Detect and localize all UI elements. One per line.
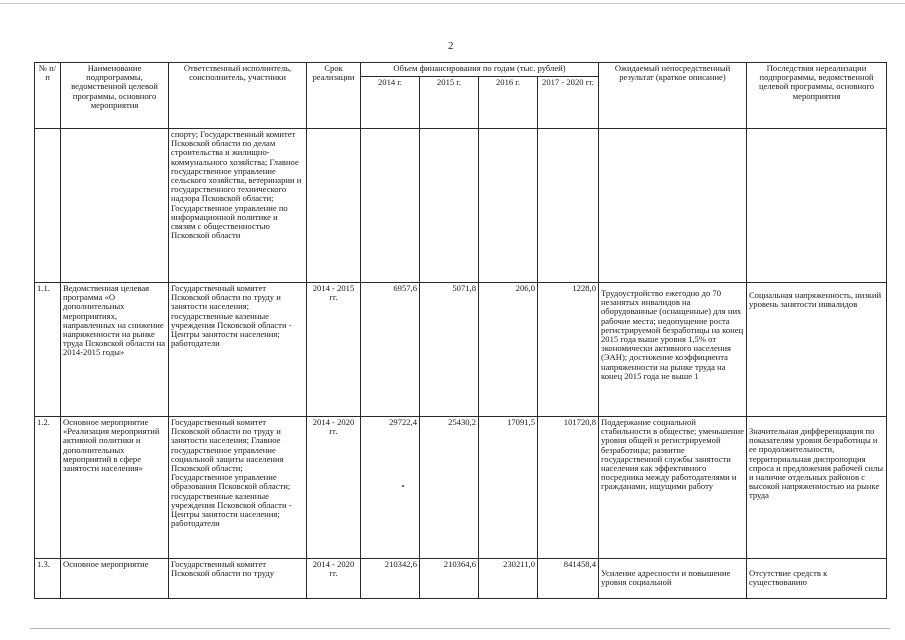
row-2017-2020: 841458,4 xyxy=(538,559,599,599)
row-num xyxy=(35,129,61,283)
scan-edge-bottom xyxy=(30,628,890,629)
header-year-2015: 2015 г. xyxy=(420,77,479,129)
row-2014 xyxy=(361,129,420,283)
header-financing: Объем финансирования по годам (тыс. рублей) xyxy=(361,63,599,77)
header-year-2017-2020: 2017 - 2020 гг. xyxy=(538,77,599,129)
row-2014: 29722,4 xyxy=(361,417,420,559)
row-num: 1.3. xyxy=(35,559,61,599)
header-result: Ожидаемый непосредственный результат (краткое описание) xyxy=(599,63,747,129)
row-num: 1.1. xyxy=(35,283,61,417)
header-period: Срок реализации xyxy=(307,63,361,129)
row-2016 xyxy=(479,129,538,283)
scan-edge-top xyxy=(0,3,905,4)
row-period: 2014 - 2015 гг. xyxy=(307,283,361,417)
row-result: Трудоустройство ежегодно до 70 незанятых инвалидов на оборудованные (оснащенные) для них рабочие места; недопущение роста регистрируемой безработицы на конец 2015 года выше уровня 1,5% от экономически активного населения (ЭАН); достижение коэффициента напряженности на рынке труда на конец 2015 года не выше 1 xyxy=(599,283,747,417)
row-2016: 206,0 xyxy=(479,283,538,417)
header-executor: Ответственный исполнитель, соисполнитель, участники xyxy=(169,63,307,129)
page-number: 2 xyxy=(448,40,454,52)
row-2016: 230211,0 xyxy=(479,559,538,599)
header-consequences: Последствия нереализации подпрограммы, ведомственной целевой программы, основного мероприятия xyxy=(747,63,887,129)
row-result: Усиление адресности и повышение уровня социальной xyxy=(599,559,747,599)
row-consequences: Отсутствие средств к существованию xyxy=(747,559,887,599)
row-consequences: Значительная дифференциация по показателям уровня безработицы и ее продолжительности, территориальная диспропорция спроса и предложения рабочей силы и наличие отдельных районов с высокой напряженностью на рынке труда xyxy=(747,417,887,559)
row-num: 1.2. xyxy=(35,417,61,559)
row-2017-2020 xyxy=(538,129,599,283)
row-2015 xyxy=(420,129,479,283)
row-2014: 210342,6 xyxy=(361,559,420,599)
row-consequences: Социальная напряженность, низкий уровень занятости инвалидов xyxy=(747,283,887,417)
row-period xyxy=(307,129,361,283)
program-table xyxy=(34,62,887,599)
row-result: Поддержание социальной стабильности в обществе; уменьшение уровня общей и регистрируемой безработицы; развитие государственной службы занятости населения как эффективного посредника между работодателями и гражданами, ищущими работу xyxy=(599,417,747,559)
row-result xyxy=(599,129,747,283)
row-consequences xyxy=(747,129,887,283)
row-2014: 6957,6 xyxy=(361,283,420,417)
row-executor: спорту; Государственный комитет Псковской области по делам строительства и жилищно-коммунального хозяйства; Главное государственное управление сельского хозяйства, ветеринарии и государственного технического надзора Псковской области; Государственное управление по информационной политике и связям с общественностью Псковской области xyxy=(169,129,307,283)
row-name: Ведомственная целевая программа «О дополнительных мероприятиях, направленных на снижение напряженности на рынке труда Псковской области на 2014-2015 годы» xyxy=(61,283,169,417)
row-2015: 5071,8 xyxy=(420,283,479,417)
row-2016: 17091,5 xyxy=(479,417,538,559)
row-executor: Государственный комитет Псковской области по труду xyxy=(169,559,307,599)
row-executor: Государственный комитет Псковской области по труду и занятости населения; Главное государственное управление социальной защиты населения Псковской области; Государственное управление образования Псковской области; государственные казенные учреждения Псковской области - Центры занятости населения; работодатели xyxy=(169,417,307,559)
row-name xyxy=(61,129,169,283)
header-name: Наименование подпрограммы, ведомственной целевой программы, основного мероприятия xyxy=(61,63,169,129)
row-period: 2014 - 2020 гг. xyxy=(307,559,361,599)
row-name: Основное мероприятие xyxy=(61,559,169,599)
table-row xyxy=(35,129,887,283)
table-row xyxy=(35,283,887,417)
row-2017-2020: 1228,0 xyxy=(538,283,599,417)
table-row xyxy=(35,559,887,599)
row-period: 2014 - 2020 гг. xyxy=(307,417,361,559)
row-executor: Государственный комитет Псковской области по труду и занятости населения; государственные казенные учреждения Псковской области - Центры занятости населения; работодатели xyxy=(169,283,307,417)
table-row xyxy=(35,417,887,559)
scan-speck xyxy=(402,485,404,487)
header-num: № п/п xyxy=(35,63,61,129)
row-2017-2020: 101720,8 xyxy=(538,417,599,559)
row-name: Основное мероприятие «Реализация мероприятий активной политики и дополнительных мероприятий в сфере занятости населения» xyxy=(61,417,169,559)
row-2015: 210364,6 xyxy=(420,559,479,599)
row-2015: 25430,2 xyxy=(420,417,479,559)
header-year-2016: 2016 г. xyxy=(479,77,538,129)
header-year-2014: 2014 г. xyxy=(361,77,420,129)
